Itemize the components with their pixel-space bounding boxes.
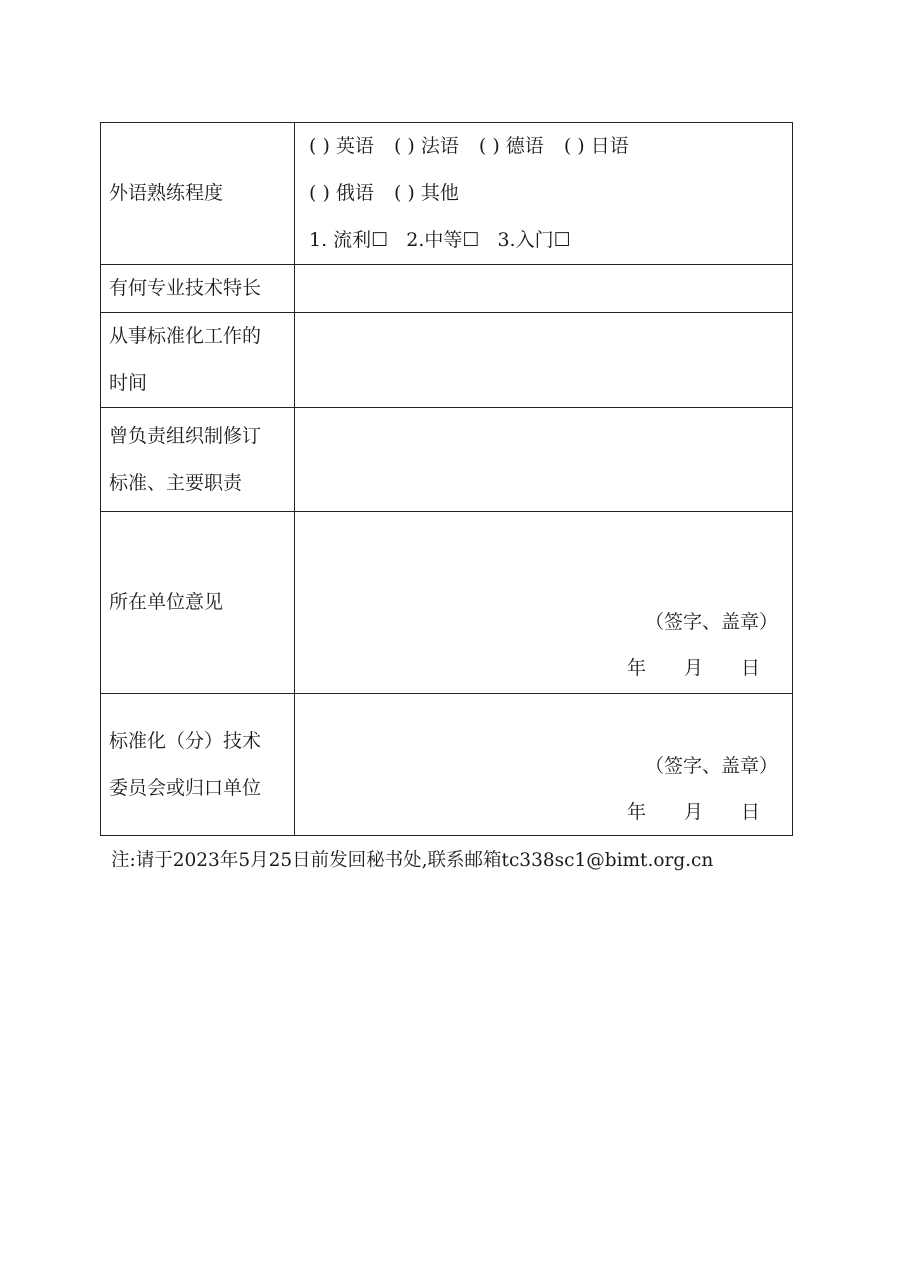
- committee-signature-label: （签字、盖章）: [644, 755, 778, 777]
- unit-opinion-field[interactable]: [295, 512, 793, 694]
- option-english[interactable]: ( ) 英语: [309, 135, 374, 157]
- unit-date-label: 年 月 日: [626, 657, 760, 679]
- option-french[interactable]: ( ) 法语: [393, 135, 459, 157]
- table-row: [101, 123, 793, 265]
- row-label: [101, 694, 295, 836]
- committee-field[interactable]: [295, 694, 793, 836]
- specialty-label: 有何专业技术特长: [109, 277, 262, 299]
- row-label: [101, 408, 295, 512]
- option-german[interactable]: ( ) 德语: [478, 135, 544, 157]
- level-fluent-checkbox[interactable]: 1. 流利☐: [309, 229, 389, 251]
- unit-signature-label: （签字、盖章）: [644, 611, 778, 633]
- language-options-cell[interactable]: [295, 123, 793, 265]
- option-other[interactable]: ( ) 其他: [393, 182, 459, 204]
- standards-field[interactable]: [295, 408, 793, 512]
- unit-opinion-label: 所在单位意见: [109, 591, 224, 613]
- row-label: [101, 265, 295, 313]
- committee-date-label: 年 月 日: [626, 801, 760, 823]
- experience-label-line-2: 时间: [109, 372, 148, 394]
- proficiency-levels-line: [309, 217, 778, 264]
- specialty-field[interactable]: [295, 265, 793, 313]
- option-japanese[interactable]: ( ) 日语: [563, 135, 629, 157]
- unit-signature-block: [309, 599, 778, 691]
- row-label: [101, 313, 295, 408]
- row-label: [101, 512, 295, 694]
- level-intermediate-checkbox[interactable]: 2.中等☐: [406, 229, 480, 251]
- standards-label-line-2: 标准、主要职责: [109, 471, 243, 494]
- table-row: [101, 313, 793, 408]
- table-row: [101, 408, 793, 512]
- submission-note: 注:请于2023年5月25日前发回秘书处,联系邮箱tc338sc1@bimt.org.cn: [111, 850, 714, 871]
- committee-label-line-2: 委员会或归口单位: [109, 776, 262, 799]
- level-beginner-checkbox[interactable]: 3.入门☐: [497, 229, 571, 251]
- language-options-line-2: [309, 170, 778, 217]
- committee-label-line-1: 标准化（分）技术: [109, 729, 262, 752]
- experience-field[interactable]: [295, 313, 793, 408]
- row-label: [101, 123, 295, 265]
- language-label: 外语熟练程度: [109, 182, 224, 204]
- language-options-line-1: [309, 123, 778, 170]
- standards-label-line-1: 曾负责组织制修订: [109, 424, 262, 447]
- experience-label-line-1: 从事标准化工作的: [109, 325, 262, 347]
- application-form-table: [100, 122, 793, 836]
- table-row: [101, 694, 793, 836]
- table-row: [101, 512, 793, 694]
- option-russian[interactable]: ( ) 俄语: [309, 182, 374, 204]
- table-row: [101, 265, 793, 313]
- committee-signature-block: [309, 743, 778, 835]
